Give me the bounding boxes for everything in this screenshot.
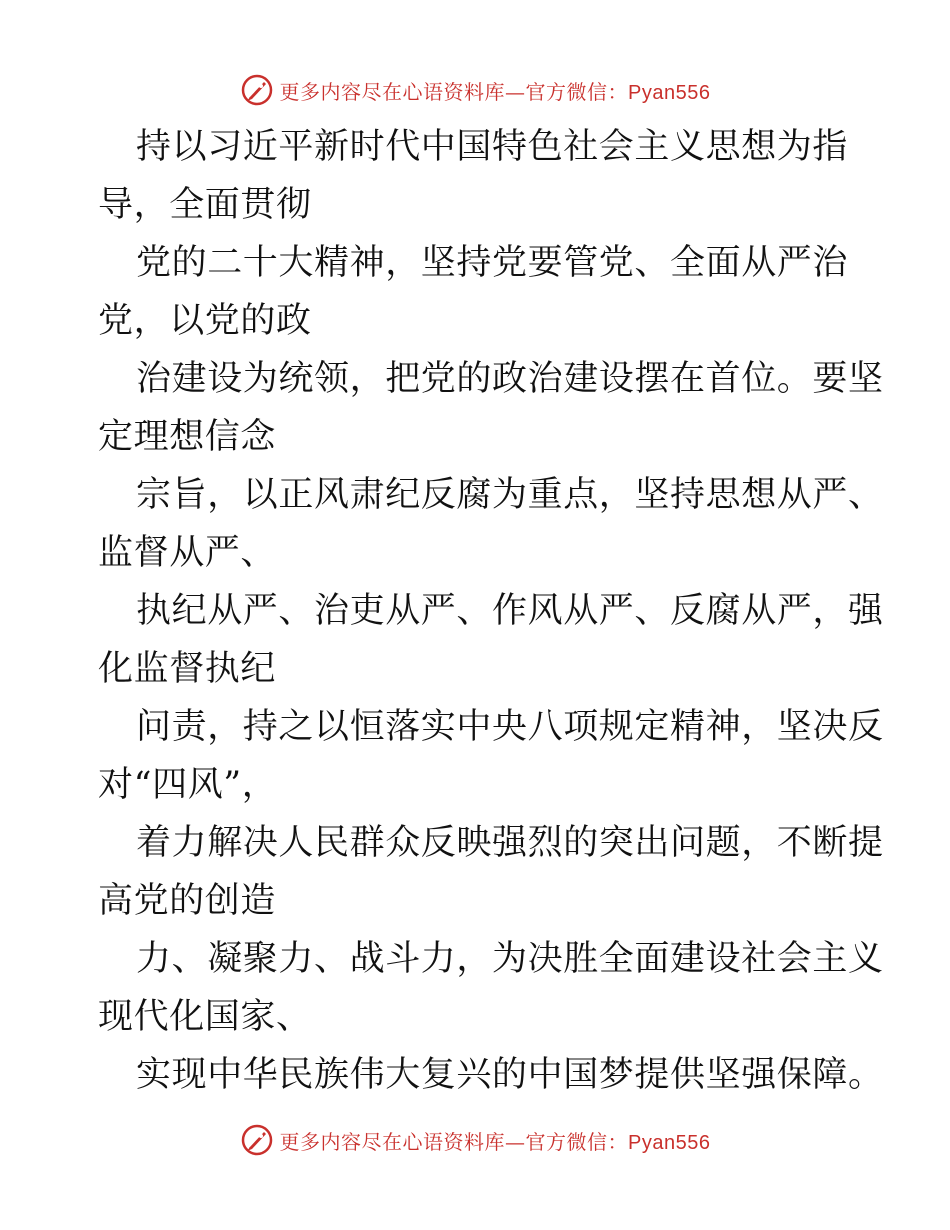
body-line: 宗旨，以正风肃纪反腐为重点，坚持思想从严、 [136, 475, 884, 515]
footer-banner-text: 更多内容尽在心语资料库—官方微信： [279, 1129, 629, 1154]
body-line: 定理想信念 [98, 417, 277, 457]
body-line: 问责，持之以恒落实中央八项规定精神，坚决反 [136, 707, 884, 747]
body-line: 化监督执纪 [98, 649, 277, 689]
body-line: 实现中华民族伟大复兴的中国梦提供坚强保障。 [136, 1055, 884, 1095]
body-line: 着力解决人民群众反映强烈的突出问题，不断提 [136, 823, 884, 863]
body-line: 党的二十大精神，坚持党要管党、全面从严治 [136, 243, 849, 283]
body-line: 现代化国家、 [98, 997, 312, 1037]
body-line: 持以习近平新时代中国特色社会主义思想为指 [136, 127, 849, 167]
body-line: 高党的创造 [98, 881, 277, 921]
header-banner [0, 70, 950, 110]
body-line: 执纪从严、治吏从严、作风从严、反腐从严，强 [136, 591, 884, 631]
footer-banner [0, 1120, 950, 1160]
body-line: 治建设为统领，把党的政治建设摆在首位。要坚 [136, 359, 884, 399]
quill-logo-icon [240, 73, 274, 107]
header-banner-text: 更多内容尽在心语资料库—官方微信： [279, 79, 629, 104]
body-text [98, 118, 884, 1104]
body-line: 导，全面贯彻 [98, 185, 312, 225]
body-line: 对“四风”， [98, 765, 278, 805]
body-line: 监督从严、 [98, 533, 277, 573]
body-line: 党，以党的政 [98, 301, 312, 341]
body-line: 力、凝聚力、战斗力，为决胜全面建设社会主义 [136, 939, 884, 979]
header-wechat-id: Pyan556 [628, 81, 711, 104]
footer-wechat-id: Pyan556 [628, 1131, 711, 1154]
quill-logo-icon [240, 1123, 274, 1157]
